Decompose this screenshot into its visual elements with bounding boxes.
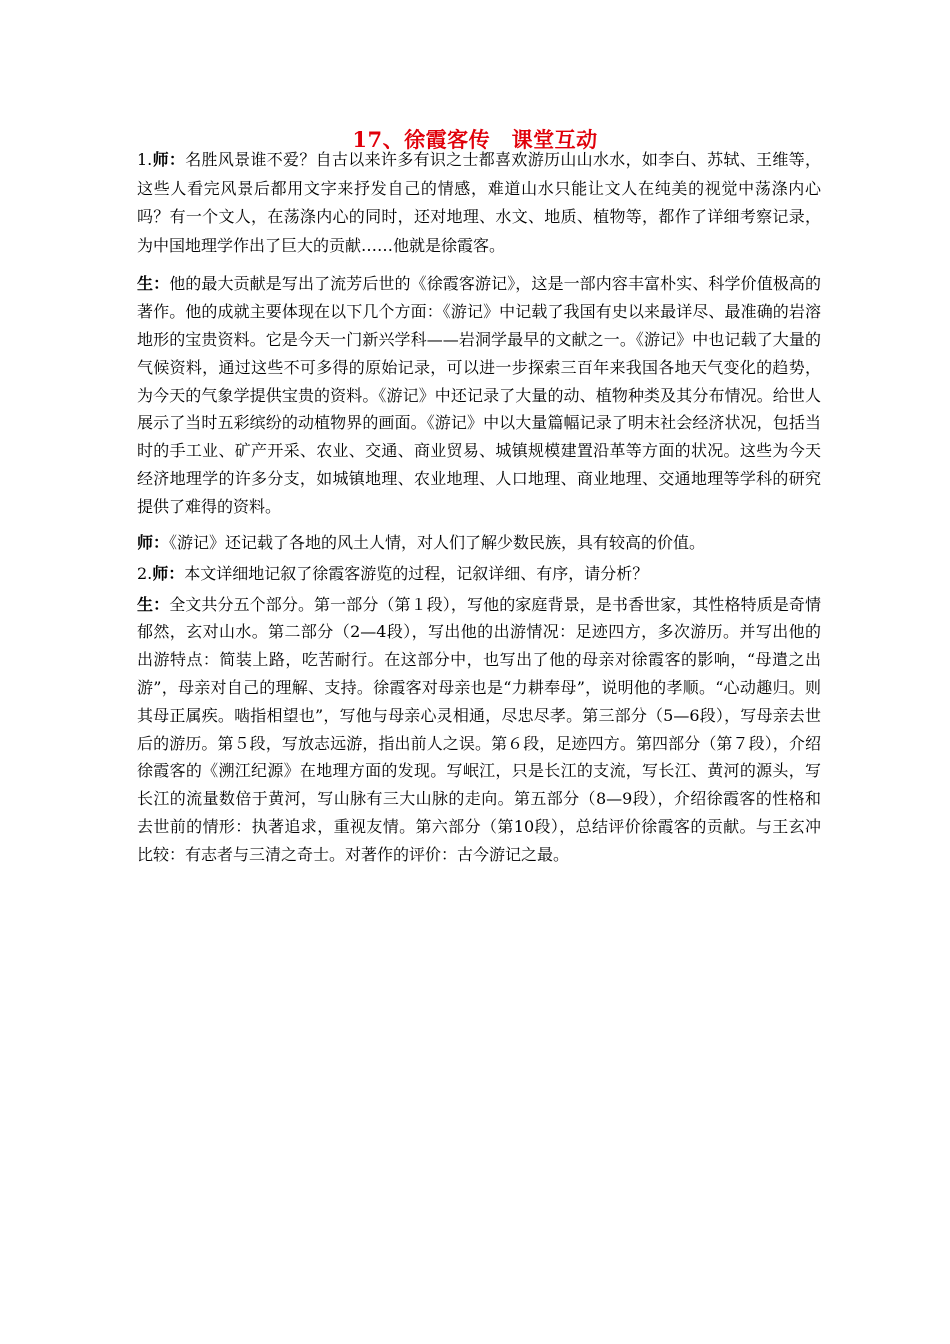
paragraph-3 [137, 529, 821, 556]
speaker-label: 师： [152, 150, 186, 169]
speaker-label: 生： [137, 594, 170, 614]
paragraph-text: 本文详细地记叙了徐霞客游览的过程，记叙详细、有序，请分析？ [184, 563, 649, 583]
document-body [137, 144, 821, 869]
question-number: 1. [137, 150, 153, 169]
paragraph-text: 他的最大贡献是写出了流芳后世的《徐霞客游记》，这是一部内容丰富朴实、科学价值极高的著作。他的成就主要体现在以下几个方面：《游记》中记载了我国有史以来最详尽、最准确的岩溶地形的宝贵资料。它是今天一门新兴学科——岩洞学最早的文献之一。《游记》中也记载了大量的气候资料，通过这些不可多得的原始记录，可以进一步探索三百年来我国各地天气变化的趋势，为今天的气象学提供宝贵的资料。《游记》中还记录了大量的动、植物种类及其分布情况。给世人展示了当时五彩缤纷的动植物界的画面。《游记》中以大量篇幅记录了明末社会经济状况，包括当时的手工业、矿产开采、农业、交通、商业贸易、城镇规模建置沿革等方面的状况。这些为今天经济地理学的许多分支，如城镇地理、农业地理、人口地理、商业地理、交通地理等学科的研究提供了难得的资料。 [137, 274, 821, 516]
paragraph-text: 名胜风景谁不爱？自古以来许多有识之士都喜欢游历山山水水，如李白、苏轼、王维等，这些人看完风景后都用文字来抒发自己的情感，难道山水只能让文人在纯美的视觉中荡涤内心吗？有一个文人，在荡涤内心的同时，还对地理、水文、地质、植物等，都作了详细考察记录，为中国地理学作出了巨大的贡献……他就是徐霞客。 [137, 150, 821, 255]
speaker-label: 师： [137, 532, 170, 552]
paragraph-4 [137, 560, 821, 587]
question-number: 2. [137, 563, 153, 583]
paragraph-text: 全文共分五个部分。第一部分（第１段），写他的家庭背景，是书香世家，其性格特质是奇情郁然，玄对山水。第二部分（2—4段），写出他的出游情况：足迹四方，多次游历。并写出他的出游特点：简装上路，吃苦耐行。在这部分中，也写出了他的母亲对徐霞客的影响，“母遣之出游”，母亲对自己的理解、支持。徐霞客对母亲也是“力耕奉母”，说明他的孝顺。“心动趣归。则其母正属疾。啮指相望也”，写他与母亲心灵相通，尽忠尽孝。第三部分（5—6段），写母亲去世后的游历。第５段，写放志远游，指出前人之误。第６段，足迹四方。第四部分（第７段），介绍徐霞客的《溯江纪源》在地理方面的发现。写岷江，只是长江的支流，写长江、黄河的源头，写长江的流量数倍于黄河，写山脉有三大山脉的走向。第五部分（8—9段），介绍徐霞客的性格和去世前的情形：执著追求，重视友情。第六部分（第10段），总结评价徐霞客的贡献。与王玄冲比较：有志者与三清之奇士。对著作的评价：古今游记之最。 [137, 594, 821, 864]
paragraph-1 [137, 144, 821, 260]
document-title: 17、徐霞客传 课堂互动 [352, 127, 598, 152]
paragraph-2 [137, 270, 821, 520]
speaker-label: 师： [152, 563, 185, 583]
paragraph-5 [137, 591, 821, 869]
paragraph-text: 《游记》还记载了各地的风土人情，对人们了解少数民族，具有较高的价值。 [169, 532, 706, 552]
speaker-label: 生： [137, 274, 170, 294]
